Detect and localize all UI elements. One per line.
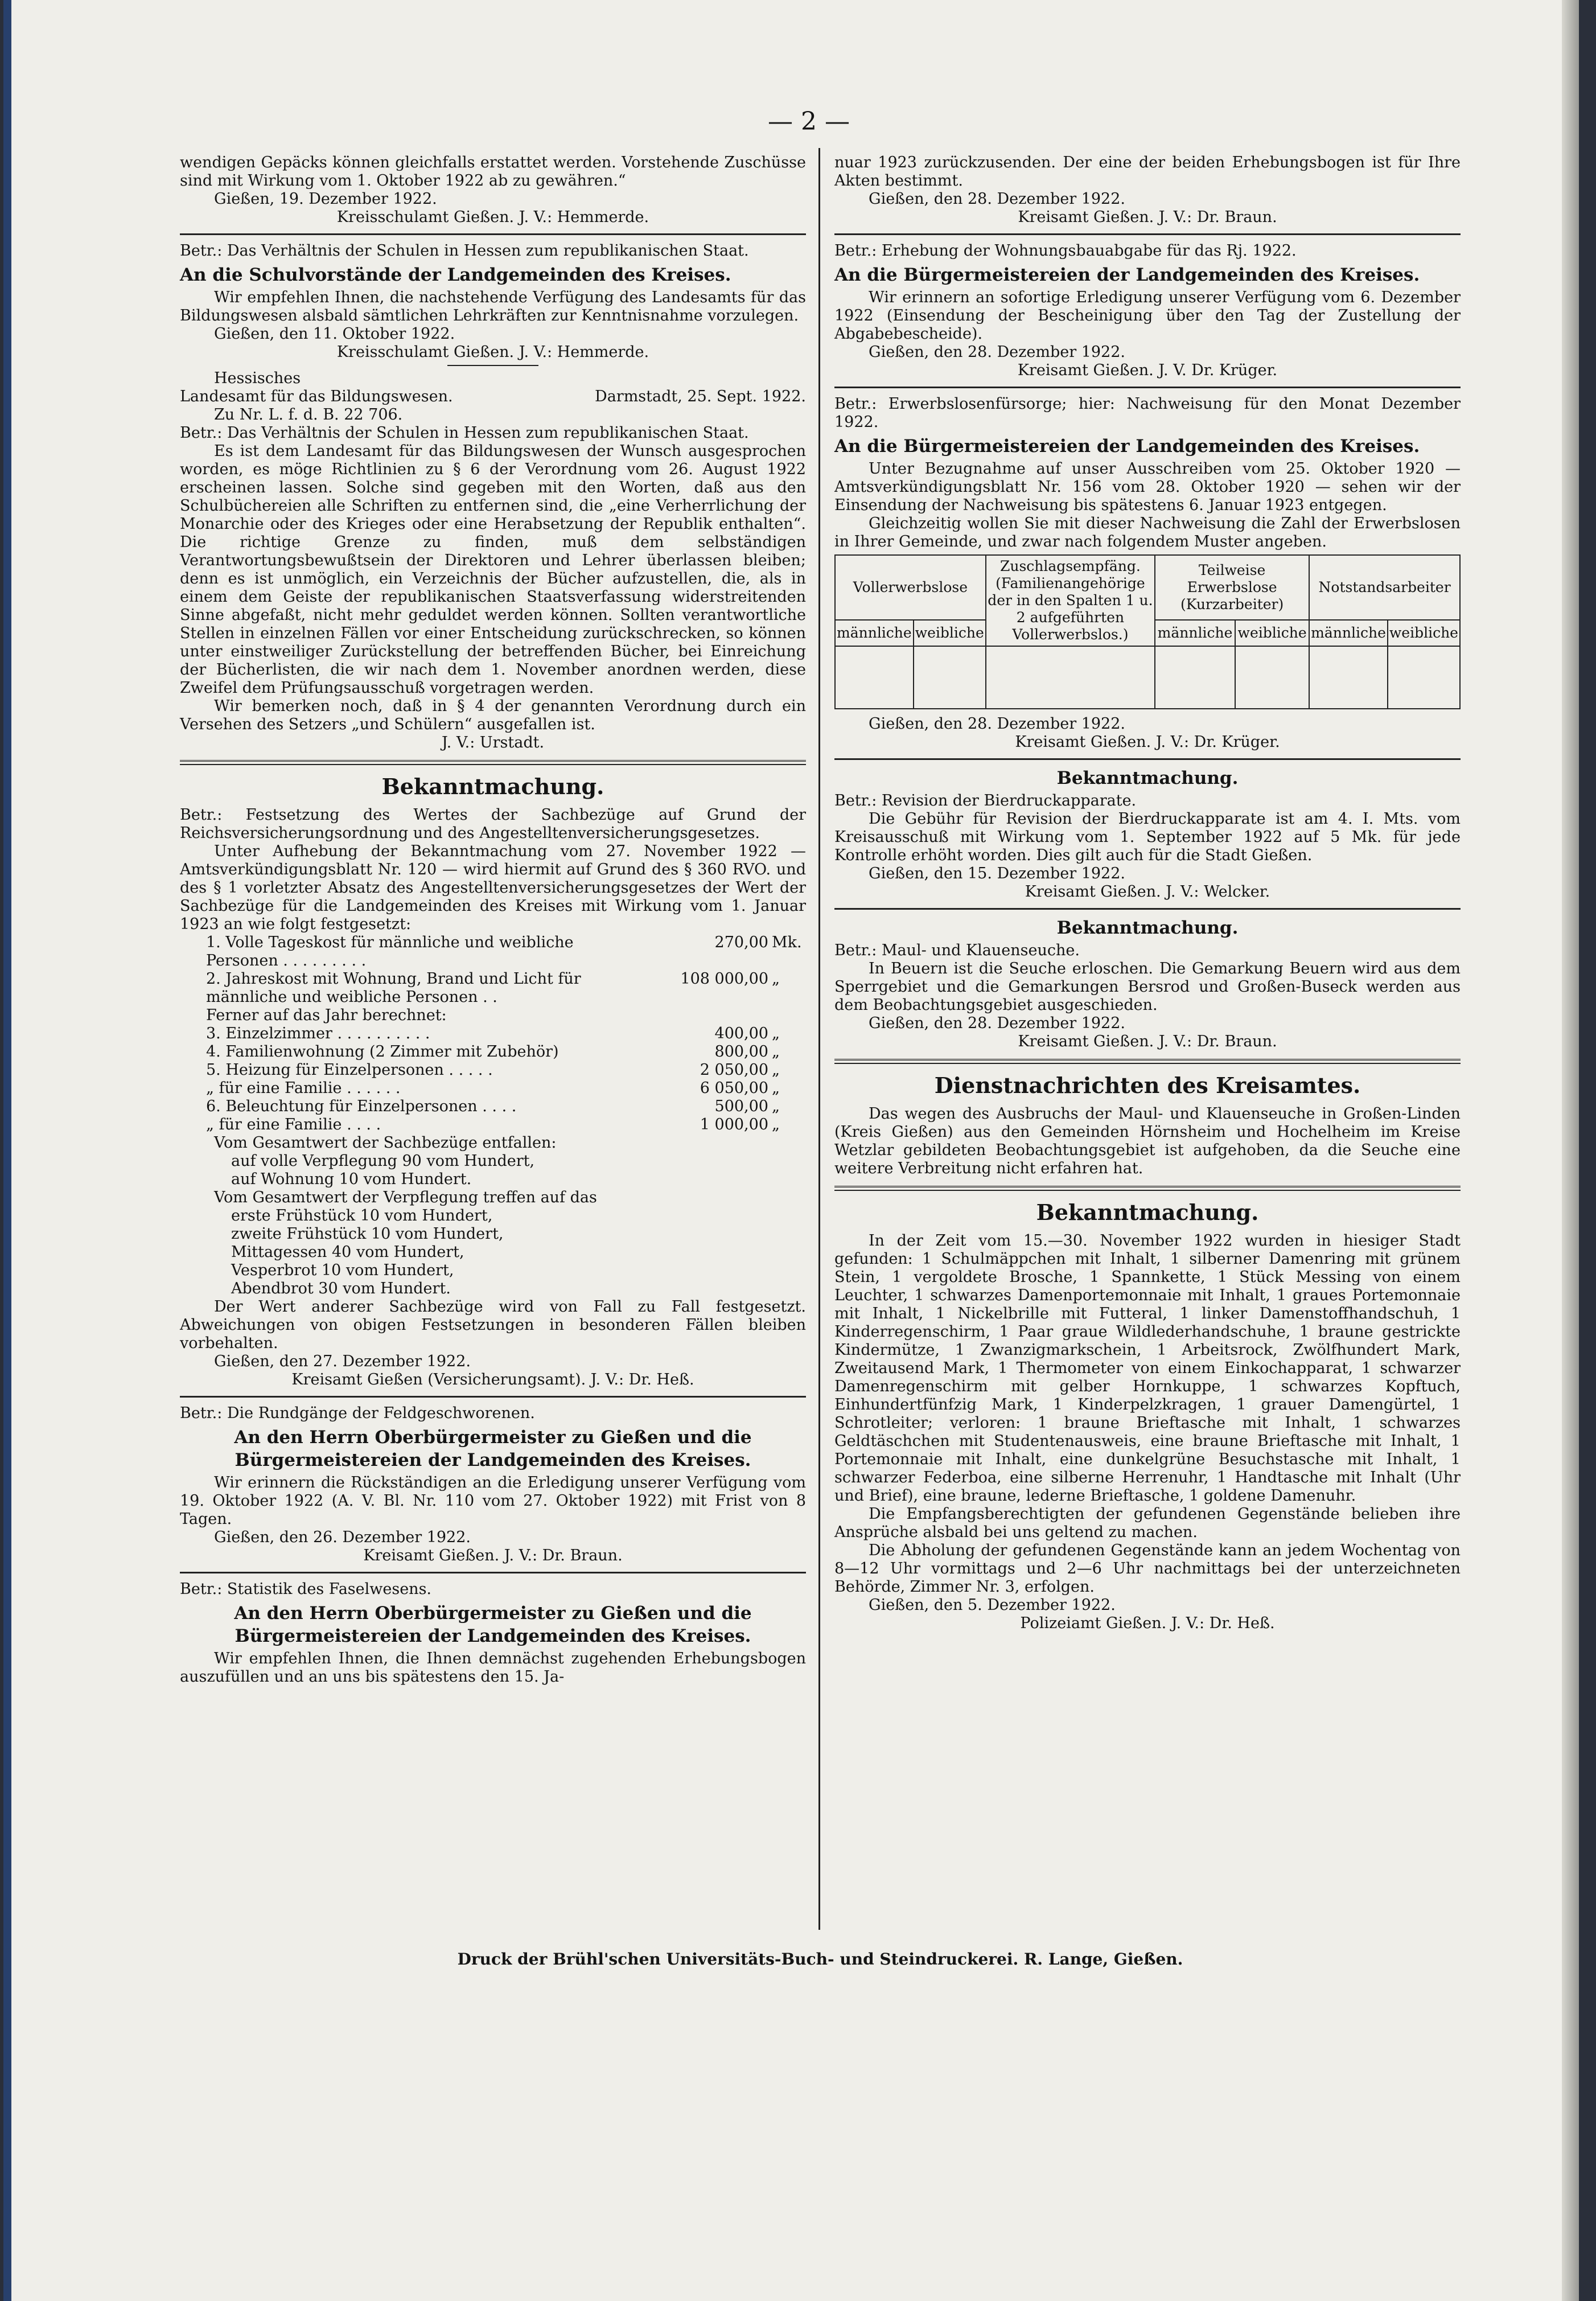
item-value: 400,00 bbox=[714, 1025, 768, 1042]
section-body: Unter Bezugnahme auf unser Ausschreiben vom 25. Oktober 1920 — Amtsverkündigungsblatt Nr. 156 vom 28. Oktober 1920 — sehen wir der Einsendung der Nachweisung bis spätestens 6. Januar 1923 entgegen. bbox=[834, 460, 1461, 514]
table-subheader: männliche bbox=[1155, 620, 1235, 646]
announcement-title: Bekanntmachung. bbox=[1036, 1199, 1259, 1225]
section-divider bbox=[834, 1186, 1461, 1191]
printer-imprint: Druck der Brühl'schen Universitäts-Buch- und Steindruckerei. R. Lange, Gießen. bbox=[457, 1950, 1183, 1969]
betr-line: Betr.: Die Rundgänge der Feldgeschworenen. bbox=[180, 1404, 535, 1422]
table-header: Vollerwerbslose bbox=[835, 555, 986, 620]
list-item bbox=[180, 1079, 806, 1098]
reference-number: Zu Nr. L. f. d. B. 22 706. bbox=[214, 406, 403, 424]
item-label: 2. Jahreskost mit Wohnung, Brand und Licht für männliche und weibliche Personen . . bbox=[206, 970, 581, 1006]
item-label: 5. Heizung für Einzelpersonen . . . . . bbox=[206, 1061, 493, 1079]
section-body: Unter Aufhebung der Bekanntmachung vom 27. November 1922 — Amtsverkündigungsblatt Nr. 120 — wird hiermit auf Grund des § 360 RVO. und des § 1 vorletzter Absatz des Angestelltenversicherungsgesetzes der Wert der Sachbezüge für die Landgemeinden des Kreises mit Wirkung vom 1. Januar 1923 an wie folgt festgesetzt: bbox=[180, 843, 806, 933]
betr-line: Betr.: Revision der Bierdruckapparate. bbox=[834, 792, 1137, 810]
page-number: — 2 — bbox=[768, 107, 850, 136]
list-item bbox=[180, 1025, 806, 1043]
date-line: Gießen, den 28. Dezember 1922. bbox=[869, 1014, 1125, 1032]
section-heading: An den Herrn Oberbürgermeister zu Gießen und die Bürgermeistereien der Landgemeinden des Kreises. bbox=[234, 1603, 752, 1646]
item-label: „ für eine Familie . . . . bbox=[206, 1116, 381, 1133]
place-date: Darmstadt, 25. Sept. 1922. bbox=[595, 388, 806, 405]
table-cell bbox=[1155, 646, 1235, 709]
section-body: Wir bemerken noch, daß in § 4 der genannten Verordnung durch ein Versehen des Setzers „und Schülern“ ausgefallen ist. bbox=[180, 697, 806, 733]
item-value: 108 000,00 bbox=[680, 970, 768, 988]
section-body: In der Zeit vom 15.—30. November 1922 wurden in hiesiger Stadt gefunden: 1 Schulmäppchen mit Inhalt, 1 silberner Damenring mit grünem Stein, 1 vergoldete Brosche, 1 Spannkette, 1 Stück Messing von einem Leuchter, 1 schwarzes Damenportemonnaie mit Inhalt, 1 graues Portemonnaie mit Inhalt, 1 Nickelbrille mit Futteral, 1 linker Damenstoffhandschuh, 1 Kinderregenschirm, 1 Paar graue Wildlederhandschuhe, 1 braune gestrickte Kindermütze, 1 Zwanzigmarkschein, 1 Arbeitsrock, Zwölfhundert Mark, Zweitausend Mark, 1 Thermometer von einem Einkochapparat, 1 schwarzer Damenregenschirm mit gelber Hornkuppe, 1 schwarzes Kopftuch, Einhundertfünfzig Mark, 1 Kinderpelzkragen, 1 grauer Damengürtel, 1 Schrotleiter; verloren: 1 braune Brieftasche mit Inhalt, 1 schwarzes Geldtäschchen mit Studentenausweis, eine braune Brieftasche mit Inhalt, 1 Portemonnaie mit Inhalt, eine dunkelgrüne Besuchstasche mit Inhalt, 1 schwarzer Federboa, eine silberne Herrenuhr, 1 Handtasche mit Inhalt (Uhr und Brief), eine braune, lederne Brieftasche, 1 goldene Damenuhr. bbox=[834, 1232, 1461, 1505]
section-heading: An die Bürgermeistereien der Landgemeinden des Kreises. bbox=[834, 436, 1420, 457]
signature: Kreisamt Gießen. J. V.: Dr. Krüger. bbox=[1015, 733, 1280, 751]
issuer-line: Landesamt für das Bildungswesen. bbox=[180, 388, 453, 405]
distribution-list bbox=[180, 1134, 806, 1298]
table-subheader: weibliche bbox=[1235, 620, 1309, 646]
section-body: Die Gebühr für Revision der Bierdruckapparate ist am 4. I. Mts. vom Kreisausschuß mit Wirkung vom 1. September 1922 auf 5 Mk. für jede Kontrolle erhöht worden. Dies gilt auch für die Stadt Gießen. bbox=[834, 810, 1461, 864]
signature: Kreisamt Gießen (Versicherungsamt). J. V.: Dr. Heß. bbox=[291, 1371, 694, 1388]
section-divider bbox=[180, 1572, 806, 1573]
newspaper-page bbox=[3, 0, 1579, 2301]
date-line: Gießen, den 15. Dezember 1922. bbox=[869, 865, 1125, 882]
list-item bbox=[180, 1098, 806, 1116]
table-cell bbox=[1235, 646, 1309, 709]
section-divider bbox=[180, 233, 806, 235]
section-body: Wir erinnern an sofortige Erledigung unserer Verfügung vom 6. Dezember 1922 (Einsendung der Bescheinigung über den Tag der Zustellung der Abgabebescheide). bbox=[834, 289, 1461, 343]
signature: Kreisamt Gießen. J. V.: Welcker. bbox=[1025, 883, 1270, 901]
table-cell bbox=[1388, 646, 1460, 709]
page-edge bbox=[1562, 0, 1579, 2301]
issuer-line: Hessisches bbox=[214, 369, 301, 387]
list-item: auf Wohnung 10 vom Hundert. bbox=[231, 1170, 472, 1188]
section-body: Wir erinnern die Rückständigen an die Erledigung unserer Verfügung vom 19. Oktober 1922 (A. V. Bl. Nr. 110 vom 27. Oktober 1922) mit Frist von 8 Tagen. bbox=[180, 1474, 806, 1528]
date-line: Gießen, den 5. Dezember 1922. bbox=[869, 1596, 1116, 1614]
signature: Polizeiamt Gießen. J. V.: Dr. Heß. bbox=[1020, 1614, 1275, 1632]
section-divider bbox=[834, 387, 1461, 388]
section-body: Die Abholung der gefundenen Gegenstände kann an jedem Wochentag von 8—12 Uhr vormittags und 2—6 Uhr nachmittags bei der unterzeichneten Behörde, Zimmer Nr. 3, erfolgen. bbox=[834, 1542, 1461, 1596]
continued-text: wendigen Gepäcks können gleichfalls erstattet werden. Vorstehende Zuschüsse sind mit Wirkung vom 1. Oktober 1922 ab zu gewähren.“ bbox=[180, 154, 806, 190]
betr-line: Betr.: Das Verhältnis der Schulen in Hessen zum republikanischen Staat. bbox=[180, 242, 749, 260]
item-value: 800,00 bbox=[714, 1043, 768, 1061]
section-divider bbox=[180, 760, 806, 765]
item-unit bbox=[768, 1006, 806, 1025]
betr-line: Betr.: Das Verhältnis der Schulen in Hessen zum republikanischen Staat. bbox=[180, 424, 749, 442]
date-line: Gießen, den 27. Dezember 1922. bbox=[214, 1353, 471, 1370]
item-unit: „ bbox=[772, 1043, 780, 1061]
column-divider bbox=[818, 148, 820, 1930]
signature: Kreisschulamt Gießen. J. V.: Hemmerde. bbox=[336, 343, 649, 361]
section-body: Wir empfehlen Ihnen, die nachstehende Verfügung des Landesamts für das Bildungswesen alsbald sämtlichen Lehrkräften zur Kenntnisnahme vorzulegen. bbox=[180, 289, 806, 324]
date-line: Gießen, 19. Dezember 1922. bbox=[214, 190, 437, 208]
list-item: erste Frühstück 10 vom Hundert, bbox=[231, 1207, 493, 1225]
section-heading: An die Schulvorstände der Landgemeinden des Kreises. bbox=[180, 265, 731, 285]
left-column bbox=[180, 154, 806, 1686]
section-title: Dienstnachrichten des Kreisamtes. bbox=[934, 1073, 1361, 1098]
item-unit: „ bbox=[772, 1079, 780, 1097]
betr-line: Betr.: Statistik des Faselwesens. bbox=[180, 1580, 432, 1598]
section-body: Wir empfehlen Ihnen, die Ihnen demnächst zugehenden Erhebungsbogen auszufüllen und an uns bis spätestens den 15. Ja- bbox=[180, 1650, 806, 1686]
announcement-title: Bekanntmachung. bbox=[1056, 768, 1239, 788]
section-body: Die Empfangsberechtigten der gefundenen Gegenstände belieben ihre Ansprüche alsbald bei uns geltend zu machen. bbox=[834, 1505, 1461, 1541]
announcement-title: Bekanntmachung. bbox=[1056, 918, 1239, 938]
right-column bbox=[834, 154, 1461, 1633]
table-subheader: männliche bbox=[835, 620, 914, 646]
section-divider bbox=[834, 758, 1461, 760]
list-item bbox=[180, 1116, 806, 1134]
table-header: Zuschlagsempfäng. (Familienangehörige der in den Spalten 1 u. 2 aufgeführten Vollerwerbslos.) bbox=[986, 555, 1155, 646]
list-item: zweite Frühstück 10 vom Hundert, bbox=[231, 1225, 504, 1243]
table-subheader: männliche bbox=[1309, 620, 1388, 646]
list-item: Vom Gesamtwert der Sachbezüge entfallen: bbox=[214, 1134, 557, 1152]
betr-line: Betr.: Erwerbslosenfürsorge; hier: Nachweisung für den Monat Dezember 1922. bbox=[834, 395, 1461, 431]
signature: J. V.: Urstadt. bbox=[441, 734, 545, 751]
section-heading: An den Herrn Oberbürgermeister zu Gießen und die Bürgermeistereien der Landgemeinden des Kreises. bbox=[234, 1427, 752, 1470]
section-body: Gleichzeitig wollen Sie mit dieser Nachweisung die Zahl der Erwerbslosen in Ihrer Gemeinde, und zwar nach folgendem Muster angeben. bbox=[834, 515, 1461, 550]
section-divider bbox=[834, 908, 1461, 910]
item-value: 500,00 bbox=[714, 1098, 768, 1115]
betr-line: Betr.: Erhebung der Wohnungsbauabgabe für das Rj. 1922. bbox=[834, 242, 1297, 260]
section-divider bbox=[834, 1059, 1461, 1064]
item-value: 6 050,00 bbox=[700, 1079, 768, 1097]
section-body: Das wegen des Ausbruchs der Maul- und Klauenseuche in Großen-Linden (Kreis Gießen) aus den Gemeinden Hörnsheim und Hochelheim im Kreise Wetzlar gebildeten Beobachtungsgebiet ist aufgehoben, da die Seuche eine weitere Verbreitung nicht erfahren hat. bbox=[834, 1105, 1461, 1177]
item-label: 4. Familienwohnung (2 Zimmer mit Zubehör) bbox=[206, 1043, 559, 1061]
signature: Kreisamt Gießen. J. V.: Dr. Braun. bbox=[1018, 208, 1277, 226]
issuer-place-row bbox=[180, 388, 806, 406]
table-cell bbox=[986, 646, 1155, 709]
date-line: Gießen, den 28. Dezember 1922. bbox=[869, 343, 1125, 361]
date-line: Gießen, den 11. Oktober 1922. bbox=[214, 325, 455, 343]
item-label: „ für eine Familie . . . . . . bbox=[206, 1079, 401, 1097]
date-line: Gießen, den 26. Dezember 1922. bbox=[214, 1528, 471, 1546]
item-label: 6. Beleuchtung für Einzelpersonen . . . . bbox=[206, 1098, 517, 1115]
table-cell bbox=[1309, 646, 1388, 709]
list-item bbox=[180, 1061, 806, 1079]
item-unit: „ bbox=[772, 970, 780, 988]
section-body: In Beuern ist die Seuche erloschen. Die Gemarkung Beuern wird aus dem Sperrgebiet und die Gemarkungen Bersrod und Großen-Buseck werden aus dem Beobachtungsgebiet ausgeschieden. bbox=[834, 960, 1461, 1014]
betr-line: Betr.: Maul- und Klauenseuche. bbox=[834, 942, 1080, 959]
list-item: auf volle Verpflegung 90 vom Hundert, bbox=[231, 1152, 535, 1170]
section-heading: An die Bürgermeistereien der Landgemeinden des Kreises. bbox=[834, 265, 1420, 285]
item-unit: „ bbox=[772, 1061, 780, 1079]
binding-edge bbox=[3, 0, 11, 2301]
sample-table bbox=[834, 554, 1461, 709]
section-divider bbox=[834, 233, 1461, 235]
item-label: Ferner auf das Jahr berechnet: bbox=[206, 1006, 447, 1024]
date-line: Gießen, den 28. Dezember 1922. bbox=[869, 190, 1125, 208]
item-unit: „ bbox=[772, 1116, 780, 1133]
list-item: Vom Gesamtwert der Verpflegung treffen auf das bbox=[214, 1189, 597, 1206]
list-item: Mittagessen 40 vom Hundert, bbox=[231, 1243, 464, 1261]
item-unit: „ bbox=[772, 1025, 780, 1042]
section-body: Es ist dem Landesamt für das Bildungswesen der Wunsch ausgesprochen worden, es möge Richtlinien zu § 6 der Verordnung vom 26. August 1922 erscheinen lassen. Solche sind gegeben mit den Worten, daß aus den Schulbüchereien alle Schriften zu entfernen sind, die „eine Verherrlichung der Monarchie oder des Krieges oder eine Herabsetzung der Republik enthalten“. Die richtige Grenze zu finden, muß dem selbständigen Verantwortungsbewußtsein der Direktoren und Lehrer überlassen bleiben; denn es ist unmöglich, ein Verzeichnis der Bücher aufzustellen, die, als in einem dem Geiste der republikanischen Staatsverfassung widerstreitenden Sinne abgefaßt, nicht mehr geduldet werden können. Sollten verantwortliche Stellen in einzelnen Fällen vor einer Entscheidung zurückschrecken, so können unter einstweiliger Zurückstellung der betreffenden Bücher, bei Einreichung der Bücherlisten, die wir nach dem 1. November anordnen werden, diese Zweifel dem Prüfungsausschuß vorgetragen werden. bbox=[180, 442, 806, 697]
item-unit: „ bbox=[772, 1098, 780, 1115]
item-value: 1 000,00 bbox=[700, 1116, 768, 1133]
item-value: 270,00 bbox=[714, 934, 768, 951]
list-item: Abendbrot 30 vom Hundert. bbox=[231, 1280, 451, 1297]
signature: Kreisamt Gießen. J. V. Dr. Krüger. bbox=[1017, 361, 1278, 379]
announcement-title: Bekanntmachung. bbox=[381, 774, 604, 799]
signature: Kreisamt Gießen. J. V.: Dr. Braun. bbox=[363, 1547, 623, 1564]
table-subheader: weibliche bbox=[914, 620, 986, 646]
list-item: Vesperbrot 10 vom Hundert, bbox=[231, 1262, 454, 1279]
item-value: 2 050,00 bbox=[700, 1061, 768, 1079]
item-unit: Mk. bbox=[772, 934, 802, 951]
table-header: Notstandsarbeiter bbox=[1309, 555, 1460, 620]
continued-text: nuar 1923 zurückzusenden. Der eine der beiden Erhebungsbogen ist für Ihre Akten bestimmt. bbox=[834, 154, 1461, 190]
value-list bbox=[180, 934, 806, 1134]
table-row bbox=[835, 646, 1460, 709]
item-label: 3. Einzelzimmer . . . . . . . . . . bbox=[206, 1025, 430, 1042]
item-label: 1. Volle Tageskost für männliche und weibliche Personen . . . . . . . . . bbox=[206, 934, 574, 969]
date-line: Gießen, den 28. Dezember 1922. bbox=[869, 715, 1125, 733]
table-subheader: weibliche bbox=[1388, 620, 1460, 646]
section-body: Der Wert anderer Sachbezüge wird von Fall zu Fall festgesetzt. Abweichungen von obigen Festsetzungen in besonderen Fällen bleiben vorbehalten. bbox=[180, 1298, 806, 1352]
signature: Kreisamt Gießen. J. V.: Dr. Braun. bbox=[1018, 1033, 1277, 1050]
table-header: Teilweise Erwerbslose (Kurzarbeiter) bbox=[1155, 555, 1309, 620]
list-item bbox=[180, 934, 806, 970]
item-value bbox=[637, 1006, 768, 1025]
list-item bbox=[180, 1043, 806, 1061]
section-divider bbox=[180, 1396, 806, 1398]
betr-line: Betr.: Festsetzung des Wertes der Sachbezüge auf Grund der Reichsversicherungsordnung und des Angestelltenversicherungsgesetzes. bbox=[180, 806, 806, 842]
signature: Kreisschulamt Gießen. J. V.: Hemmerde. bbox=[336, 208, 649, 226]
table-cell bbox=[914, 646, 986, 709]
short-divider bbox=[447, 365, 538, 366]
list-item bbox=[180, 970, 806, 1006]
list-item bbox=[180, 1006, 806, 1025]
table-cell bbox=[835, 646, 914, 709]
